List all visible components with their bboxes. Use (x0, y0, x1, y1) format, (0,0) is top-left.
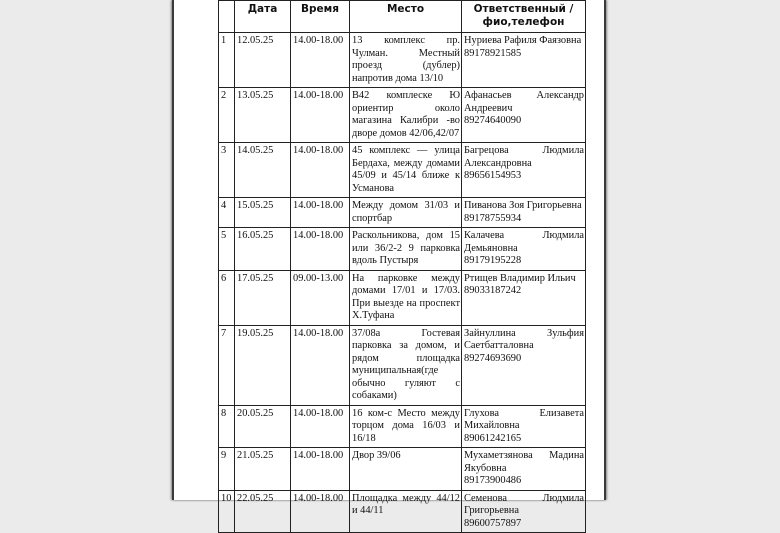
row-place: 16 ком-с Место между торцом дома 16/03 и 16/18 (350, 405, 462, 448)
row-number: 2 (219, 88, 235, 143)
row-responsible (462, 405, 586, 448)
table-row (219, 228, 586, 271)
responsible-name: Калачева Людмила Демьяновна (464, 230, 584, 254)
row-time: 09.00-13.00 (291, 270, 350, 325)
row-responsible (462, 143, 586, 198)
row-place: 13 комплекс пр. Чулман. Местный проезд (дублер) напротив дома 13/10 (350, 33, 462, 88)
row-date: 15.05.25 (235, 198, 291, 228)
row-number: 8 (219, 405, 235, 448)
row-place: Между домом 31/03 и спортбар (350, 198, 462, 228)
responsible-name: Пиванова Зоя Григорьевна (464, 200, 582, 211)
responsible-name: Нуриева Рафиля Фаязовна (464, 35, 582, 46)
responsible-phone: 89274640090 (464, 115, 522, 126)
document-page (172, 0, 606, 529)
row-time: 14.00-18.00 (291, 198, 350, 228)
table-row (219, 143, 586, 198)
row-time: 14.00-18.00 (291, 228, 350, 271)
responsible-name: Зайнуллина Зульфия Саетбатталовна (464, 327, 584, 351)
row-number: 6 (219, 270, 235, 325)
responsible-name: Мухаметзянова Мадина Якубовна (464, 450, 584, 474)
responsible-phone: 89061242165 (464, 432, 522, 444)
row-number: 1 (219, 33, 235, 88)
row-date: 14.05.25 (235, 143, 291, 198)
row-time: 14.00-18.00 (291, 325, 350, 405)
responsible-phone: 89178755934 (464, 212, 522, 224)
row-date: 20.05.25 (235, 405, 291, 448)
row-number: 4 (219, 198, 235, 228)
responsible-phone: 89173900486 (464, 475, 522, 486)
responsible-name: Багрецова Людмила Александровна (464, 145, 584, 169)
row-date: 17.05.25 (235, 270, 291, 325)
header-responsible (462, 1, 586, 33)
row-date: 22.05.25 (235, 490, 291, 533)
row-place: На парковке между домами 17/01 и 17/03. При выезде на проспект Х.Туфана (350, 270, 462, 325)
row-place: Двор 39/06 (350, 448, 462, 491)
row-time: 14.00-18.00 (291, 33, 350, 88)
table-row (219, 270, 586, 325)
row-number: 9 (219, 448, 235, 491)
responsible-phone: 89033187242 (464, 285, 522, 296)
responsible-name: Глухова Елизавета Михайловна (464, 407, 584, 431)
row-responsible (462, 198, 586, 228)
row-number: 10 (219, 490, 235, 533)
table-row (219, 33, 586, 88)
row-date: 16.05.25 (235, 228, 291, 271)
header-date: Дата (235, 1, 291, 33)
row-date: 13.05.25 (235, 88, 291, 143)
row-time: 14.00-18.00 (291, 88, 350, 143)
row-place: Площадка между 44/12 и 44/11 (350, 490, 462, 533)
responsible-phone: 89178921585 (464, 47, 522, 59)
row-time: 14.00-18.00 (291, 490, 350, 533)
table-row (219, 490, 586, 533)
row-place: Раскольникова, дом 15 или 36/2-2 9 парковка вдоль Пустыря (350, 228, 462, 271)
header-time: Время (291, 1, 350, 33)
row-place: В42 комплеске Ю ориентир около магазина Калибри -во дворе домов 42/06,42/07 (350, 88, 462, 143)
row-responsible (462, 228, 586, 271)
header-number (219, 1, 235, 33)
table-row (219, 88, 586, 143)
header-responsible-line2: фио,телефон (482, 16, 565, 28)
row-date: 19.05.25 (235, 325, 291, 405)
responsible-phone: 89656154953 (464, 170, 522, 181)
row-time: 14.00-18.00 (291, 143, 350, 198)
row-place: 45 комплекс — улица Бердаха, между домами 45/09 и 45/14 ближе к Усманова (350, 143, 462, 198)
row-responsible (462, 270, 586, 325)
row-number: 7 (219, 325, 235, 405)
responsible-name: Афанасьев Александр Андреевич (464, 90, 584, 114)
row-responsible (462, 88, 586, 143)
row-place: 37/08а Гостевая парковка за домом, и рядом площадка муниципальная(где обычно гуляют с собаками) (350, 325, 462, 405)
responsible-phone: 89179195228 (464, 255, 522, 266)
responsible-phone: 89600757897 (464, 517, 522, 529)
table-row (219, 325, 586, 405)
responsible-name: Семенова Людмила Григорьевна (464, 492, 584, 516)
header-responsible-line1: Ответственный / (473, 3, 574, 15)
schedule-table (218, 0, 586, 533)
table-header-row (219, 1, 586, 33)
responsible-name: Ртищев Владимир Ильич (464, 272, 576, 284)
row-responsible (462, 33, 586, 88)
row-date: 12.05.25 (235, 33, 291, 88)
table-row (219, 405, 586, 448)
responsible-phone: 89274693690 (464, 352, 522, 364)
row-time: 14.00-18.00 (291, 405, 350, 448)
row-time: 14.00-18.00 (291, 448, 350, 491)
row-responsible (462, 325, 586, 405)
table-row (219, 198, 586, 228)
header-place: Место (350, 1, 462, 33)
row-date: 21.05.25 (235, 448, 291, 491)
row-responsible (462, 490, 586, 533)
row-number: 3 (219, 143, 235, 198)
row-number: 5 (219, 228, 235, 271)
row-responsible (462, 448, 586, 491)
table-row (219, 448, 586, 491)
